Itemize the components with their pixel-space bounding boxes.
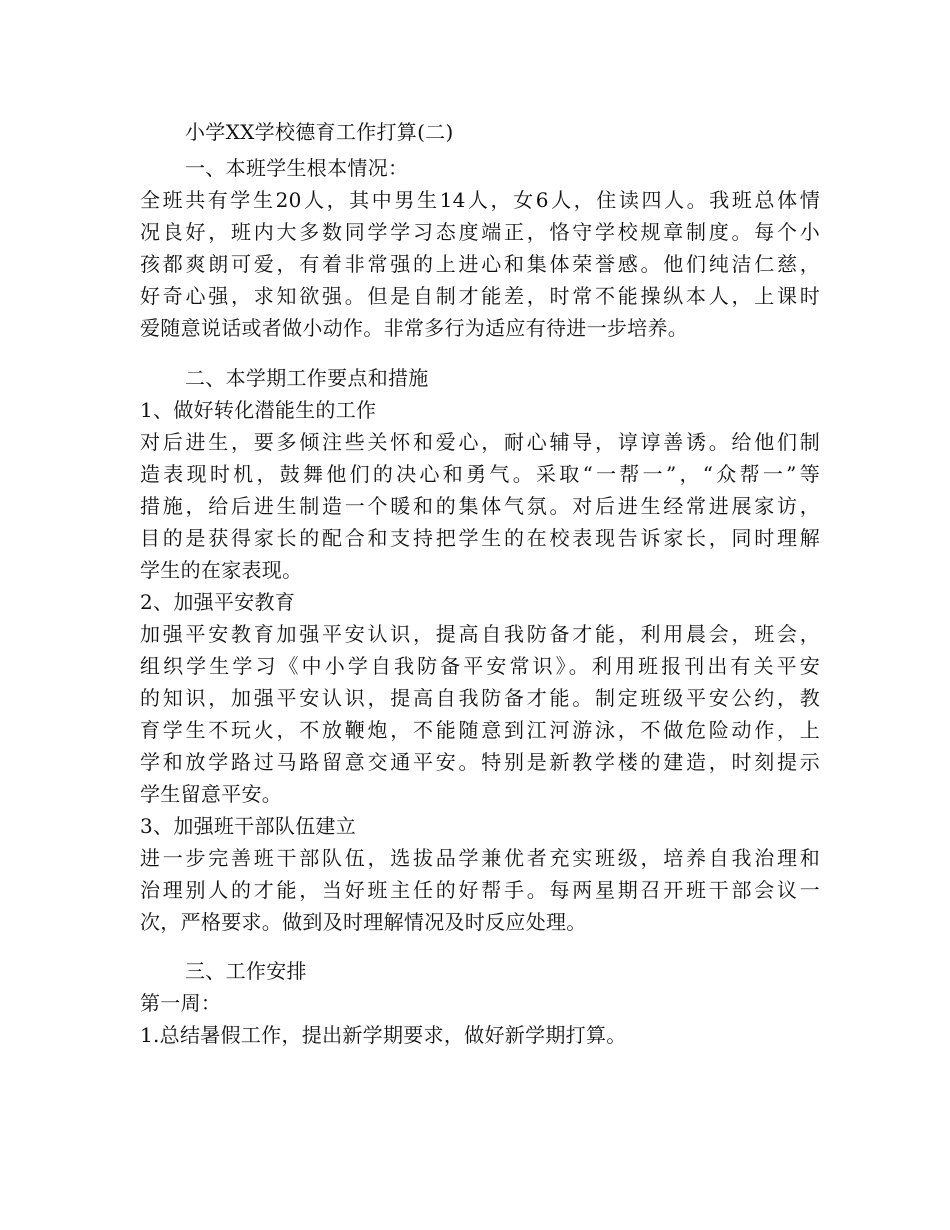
paragraph-line: 育学生不玩火，不放鞭炮，不能随意到江河游泳，不做危险动作，上 [140,718,820,742]
document-title: 小学XX学校德育工作打算(二) [185,120,454,144]
paragraph-line: 治理别人的才能，当好班主任的好帮手。每两星期召开班干部会议一 [140,878,820,902]
paragraph-line: 组织学生学习《中小学自我防备平安常识》。利用班报刊出有关平安 [140,654,820,678]
paragraph-line: 造表现时机，鼓舞他们的决心和勇气。采取“一帮一”，“众帮一”等 [140,462,820,486]
subheading-2: 2、加强平安教育 [140,590,296,614]
paragraph-line: 孩都爽朗可爱，有着非常强的上进心和集体荣誉感。他们纯洁仁慈， [140,252,820,276]
subheading-3: 3、加强班干部队伍建立 [140,814,357,838]
paragraph-line: 况良好，班内大多数同学学习态度端正，恪守学校规章制度。每个小 [140,220,820,244]
paragraph-line: 爱随意说话或者做小动作。非常多行为适应有待进一步培养。 [140,316,689,340]
paragraph-line: 目的是获得家长的配合和支持把学生的在校表现告诉家长，同时理解 [140,526,820,550]
paragraph-line: 学生留意平安。 [140,782,283,806]
paragraph-line: 次，严格要求。做到及时理解情况及时反应处理。 [140,910,587,934]
paragraph-line: 好奇心强，求知欲强。但是自制才能差，时常不能操纵本人，上课时 [140,284,820,308]
paragraph-line: 对后进生，要多倾注些关怀和爱心，耐心辅导，谆谆善诱。给他们制 [140,430,820,454]
paragraph-line: 全班共有学生20人，其中男生14人，女6人，住读四人。我班总体情 [140,188,820,212]
section-heading-1: 一、本班学生根本情况： [185,156,409,180]
week-label: 第一周： [140,991,222,1015]
list-item: 1.总结暑假工作，提出新学期要求，做好新学期打算。 [140,1023,627,1047]
subheading-1: 1、做好转化潜能生的工作 [140,398,377,422]
section-heading-3: 三、工作安排 [185,959,307,983]
paragraph-line: 加强平安教育加强平安认识，提高自我防备才能，利用晨会，班会， [140,622,820,646]
paragraph-line: 学生的在家表现。 [140,558,303,582]
paragraph-line: 的知识，加强平安认识，提高自我防备才能。制定班级平安公约，教 [140,686,820,710]
paragraph-line: 学和放学路过马路留意交通平安。特别是新教学楼的建造，时刻提示 [140,750,820,774]
paragraph-line: 措施，给后进生制造一个暖和的集体气氛。对后进生经常进展家访， [140,494,820,518]
section-heading-2: 二、本学期工作要点和措施 [185,366,429,390]
paragraph-line: 进一步完善班干部队伍，选拔品学兼优者充实班级，培养自我治理和 [140,846,820,870]
